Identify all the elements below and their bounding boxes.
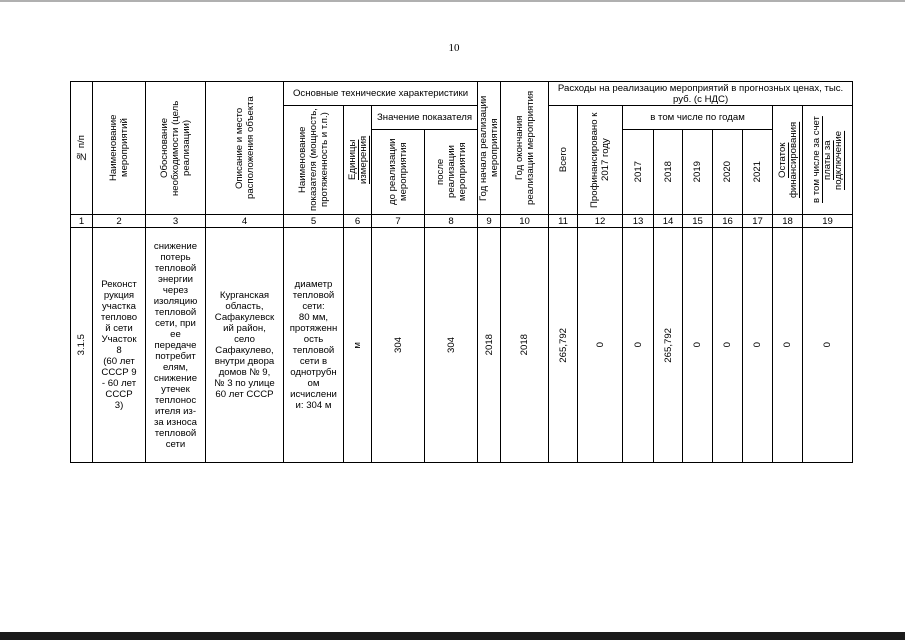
header-col-13: 2017 — [623, 130, 654, 215]
cell-remainder: 0 — [773, 228, 803, 463]
cell-year-end: 2018 — [501, 228, 549, 463]
page-number: 10 — [448, 42, 460, 54]
cell-unit: м — [344, 228, 372, 463]
column-number-row — [71, 215, 853, 228]
column-number: 17 — [743, 215, 773, 228]
cell-value-after: 304 — [425, 228, 478, 463]
cell-year-2017: 0 — [623, 228, 654, 463]
header-col-1: № п/п — [71, 82, 93, 215]
cell-year-2020: 0 — [713, 228, 743, 463]
header-col-10: Год окончания реализации мероприятия — [501, 82, 549, 215]
cell-measure-name: Реконст рукция участка теплово й сети Участок 8 (60 лет СССР 9 - 60 лет СССР 3) — [93, 228, 146, 463]
header-col-14: 2018 — [654, 130, 683, 215]
table-row — [71, 228, 853, 463]
column-number: 4 — [206, 215, 284, 228]
bottom-scan-edge — [0, 632, 905, 640]
cell-location: Курганская область, Сафакулевск ий район, село Сафакулево, внутри двора домов № 9, № 3 по улице 60 лет СССР — [206, 228, 284, 463]
cell-year-2019: 0 — [683, 228, 713, 463]
column-number: 7 — [372, 215, 425, 228]
cell-year-start: 2018 — [478, 228, 501, 463]
header-col-2: Наименование мероприятий — [93, 82, 146, 215]
cell-connection-fee: 0 — [803, 228, 853, 463]
column-number: 13 — [623, 215, 654, 228]
cell-year-2018: 265,792 — [654, 228, 683, 463]
header-col-7: до реализации мероприятия — [372, 130, 425, 215]
header-col-3: Обоснование необходимости (цель реализации) — [146, 82, 206, 215]
header-col-18: Остаток финансирования — [773, 106, 803, 215]
cell-value-before: 304 — [372, 228, 425, 463]
column-number: 1 — [71, 215, 93, 228]
column-number: 18 — [773, 215, 803, 228]
header-group-tech: Основные технические характеристики — [284, 82, 478, 106]
header-col-11: Всего — [549, 106, 578, 215]
column-number: 12 — [578, 215, 623, 228]
cell-year-2021: 0 — [743, 228, 773, 463]
header-col-5: Наименование показателя (мощность, протяженность и т.п.) — [284, 106, 344, 215]
column-number: 6 — [344, 215, 372, 228]
header-col-4: Описание и место расположения объекта — [206, 82, 284, 215]
header-col-15: 2019 — [683, 130, 713, 215]
header-col-17: 2021 — [743, 130, 773, 215]
header-group-costs: Расходы на реализацию мероприятий в прогнозных ценах, тыс. руб. (с НДС) — [549, 82, 853, 106]
column-number: 14 — [654, 215, 683, 228]
column-number: 11 — [549, 215, 578, 228]
header-col-16: 2020 — [713, 130, 743, 215]
header-col-12: Профинансировано к 2017 году — [578, 106, 623, 215]
column-number: 2 — [93, 215, 146, 228]
cell-reason: снижение потерь тепловой энергии через изоляцию тепловой сети, при ее передаче потребит елям, снижение утечек теплонос ителя из- за износа тепловой сети — [146, 228, 206, 463]
cell-row-number: 3.1.5 — [71, 228, 93, 463]
top-scan-edge — [0, 0, 905, 2]
column-number: 5 — [284, 215, 344, 228]
column-number: 9 — [478, 215, 501, 228]
column-number: 8 — [425, 215, 478, 228]
header-group-years: в том числе по годам — [623, 106, 773, 130]
header-col-6: Единицы измерения — [344, 106, 372, 215]
column-number: 15 — [683, 215, 713, 228]
header-group-value: Значение показателя — [372, 106, 478, 130]
cell-indicator: диаметр тепловой сети: 80 мм, протяженн ость тепловой сети в однотрубн ом исчислени и: 304 м — [284, 228, 344, 463]
column-number: 10 — [501, 215, 549, 228]
header-col-9: Год начала реализации мероприятия — [478, 82, 501, 215]
column-number: 19 — [803, 215, 853, 228]
cell-total: 265,792 — [549, 228, 578, 463]
header-row-1 — [71, 82, 853, 106]
column-number: 3 — [146, 215, 206, 228]
cell-financed-2017: 0 — [578, 228, 623, 463]
header-col-8: после реализации мероприятия — [425, 130, 478, 215]
column-number: 16 — [713, 215, 743, 228]
header-col-19: в том числе за счет платы за подключение — [803, 106, 853, 215]
measures-table — [70, 81, 853, 463]
